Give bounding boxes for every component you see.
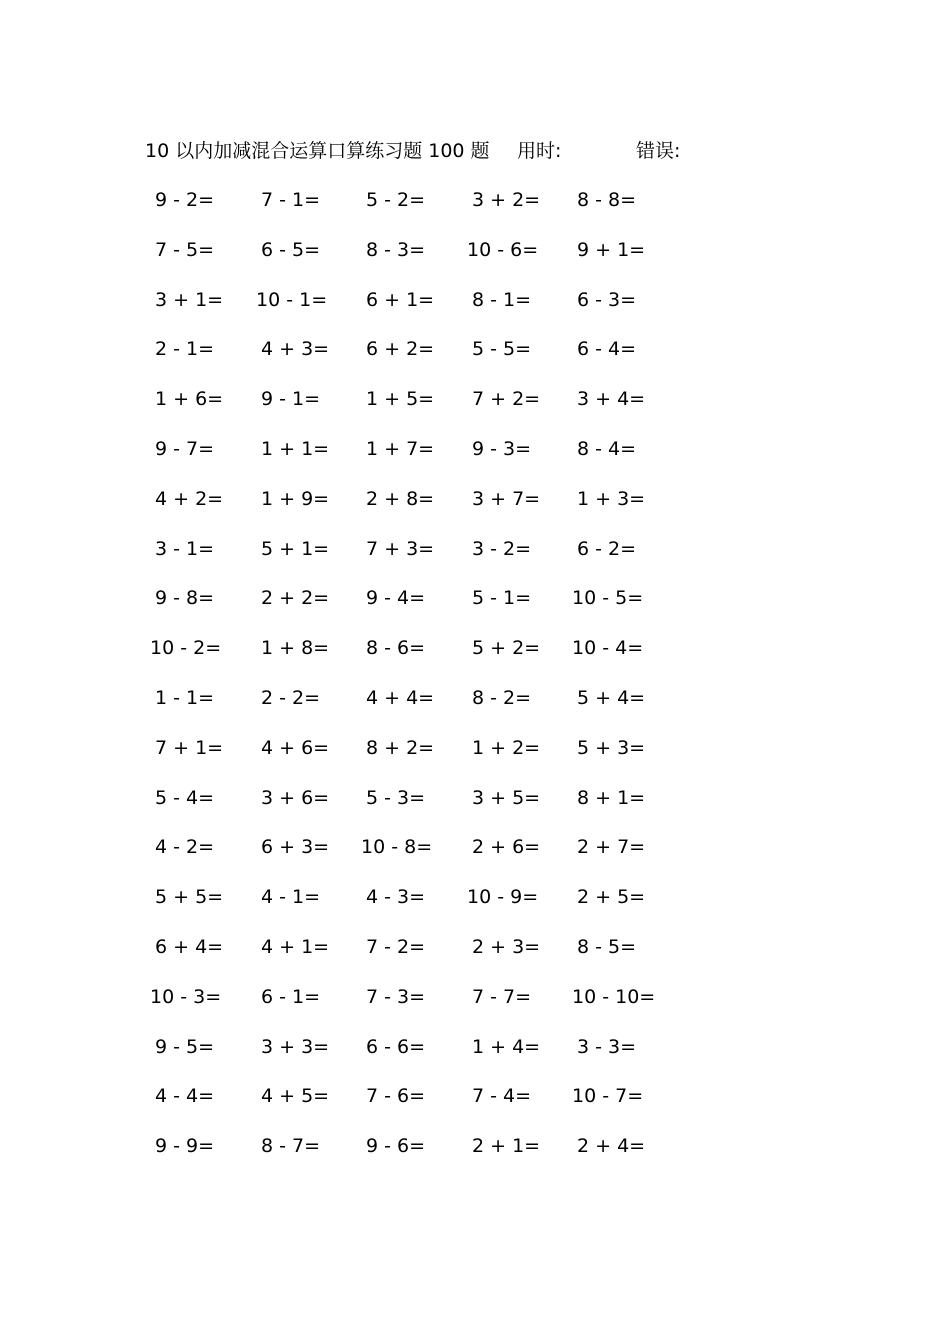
problem-cell: 9 - 4= <box>366 587 426 610</box>
problem-row <box>0 185 950 215</box>
errors-label: 错误: <box>636 140 681 162</box>
problem-cell: 5 - 1= <box>472 587 532 610</box>
problem-cell: 10 - 2= <box>150 637 222 660</box>
problem-row <box>0 334 950 364</box>
problem-cell: 7 - 3= <box>366 985 426 1008</box>
problem-cell: 5 + 3= <box>577 736 646 759</box>
problem-row <box>0 1081 950 1111</box>
problem-cell: 4 - 1= <box>261 886 321 909</box>
problem-cell: 7 - 2= <box>366 936 426 958</box>
problem-cell: 3 + 4= <box>577 388 646 411</box>
problem-cell: 5 - 5= <box>472 338 532 361</box>
problem-cell: 2 + 7= <box>577 836 646 859</box>
problem-cell: 5 + 5= <box>155 886 224 909</box>
problem-row <box>0 932 950 962</box>
problem-cell: 3 + 3= <box>261 1035 330 1058</box>
problem-cell: 6 - 3= <box>577 288 637 311</box>
problem-cell: 3 - 1= <box>155 537 215 560</box>
problem-cell: 3 + 1= <box>155 288 224 311</box>
problem-cell: 8 - 2= <box>472 687 532 709</box>
problem-row <box>0 583 950 613</box>
problem-cell: 4 + 3= <box>261 338 330 361</box>
problem-cell: 8 - 3= <box>366 238 426 261</box>
problem-cell: 3 - 2= <box>472 537 532 560</box>
problem-row <box>0 733 950 763</box>
problem-cell: 6 + 2= <box>366 338 435 361</box>
problem-cell: 7 - 1= <box>261 189 321 211</box>
problem-row <box>0 285 950 315</box>
problem-cell: 7 - 5= <box>155 238 215 261</box>
problem-cell: 3 - 3= <box>577 1035 637 1058</box>
problem-cell: 6 + 4= <box>155 936 224 958</box>
problem-cell: 2 - 2= <box>261 687 321 709</box>
problem-cell: 10 - 8= <box>361 836 433 859</box>
problem-cell: 8 - 1= <box>472 288 532 311</box>
problem-cell: 8 + 2= <box>366 736 435 759</box>
problem-cell: 2 + 8= <box>366 487 435 510</box>
problem-cell: 8 - 8= <box>577 189 637 211</box>
problem-row <box>0 683 950 713</box>
problem-cell: 1 + 2= <box>472 736 541 759</box>
problem-cell: 4 + 2= <box>155 487 224 510</box>
problem-cell: 6 + 1= <box>366 288 435 311</box>
problem-cell: 2 + 5= <box>577 886 646 909</box>
problem-cell: 4 - 4= <box>155 1085 215 1108</box>
problem-cell: 9 - 2= <box>155 189 215 211</box>
problem-cell: 9 - 3= <box>472 438 532 460</box>
problem-cell: 2 - 1= <box>155 338 215 361</box>
problem-row <box>0 384 950 414</box>
problem-cell: 6 - 5= <box>261 238 321 261</box>
problem-cell: 9 - 7= <box>155 438 215 460</box>
problem-cell: 1 + 7= <box>366 438 435 460</box>
problem-cell: 7 + 2= <box>472 388 541 411</box>
problem-cell: 8 + 1= <box>577 786 646 809</box>
problem-cell: 8 - 7= <box>261 1135 321 1158</box>
problem-cell: 6 - 1= <box>261 985 321 1008</box>
problem-cell: 2 + 4= <box>577 1135 646 1158</box>
problem-row <box>0 1032 950 1062</box>
problem-cell: 9 - 9= <box>155 1135 215 1158</box>
problem-cell: 1 + 6= <box>155 388 224 411</box>
problem-cell: 7 - 7= <box>472 985 532 1008</box>
problem-cell: 3 + 2= <box>472 189 541 211</box>
problem-cell: 9 + 1= <box>577 238 646 261</box>
problem-cell: 4 + 1= <box>261 936 330 958</box>
problem-cell: 10 - 7= <box>572 1085 644 1108</box>
problem-row <box>0 434 950 464</box>
problem-cell: 3 + 6= <box>261 786 330 809</box>
problem-row <box>0 235 950 265</box>
problem-cell: 4 + 4= <box>366 687 435 709</box>
problem-cell: 10 - 9= <box>467 886 539 909</box>
problem-cell: 1 + 3= <box>577 487 646 510</box>
problem-cell: 5 - 4= <box>155 786 215 809</box>
problem-cell: 6 + 3= <box>261 836 330 859</box>
problem-cell: 9 - 5= <box>155 1035 215 1058</box>
problem-cell: 7 - 6= <box>366 1085 426 1108</box>
problem-cell: 4 + 6= <box>261 736 330 759</box>
problem-cell: 1 + 1= <box>261 438 330 460</box>
problem-cell: 7 - 4= <box>472 1085 532 1108</box>
problem-cell: 9 - 8= <box>155 587 215 610</box>
problem-cell: 8 - 6= <box>366 637 426 660</box>
problem-cell: 9 - 6= <box>366 1135 426 1158</box>
problem-row <box>0 882 950 912</box>
problem-cell: 4 + 5= <box>261 1085 330 1108</box>
worksheet-title: 10 以内加减混合运算口算练习题 100 题 <box>145 140 490 162</box>
problem-cell: 10 - 3= <box>150 985 222 1008</box>
problem-cell: 6 - 4= <box>577 338 637 361</box>
problem-cell: 6 - 6= <box>366 1035 426 1058</box>
problem-cell: 1 + 4= <box>472 1035 541 1058</box>
problem-cell: 5 + 4= <box>577 687 646 709</box>
time-used-label: 用时: <box>517 140 562 162</box>
problem-cell: 7 + 1= <box>155 736 224 759</box>
problem-cell: 2 + 6= <box>472 836 541 859</box>
problem-cell: 4 - 2= <box>155 836 215 859</box>
problem-row <box>0 982 950 1012</box>
problem-cell: 4 - 3= <box>366 886 426 909</box>
problem-row <box>0 832 950 862</box>
problem-cell: 3 + 7= <box>472 487 541 510</box>
problem-cell: 7 + 3= <box>366 537 435 560</box>
problem-row <box>0 633 950 663</box>
problem-cell: 9 - 1= <box>261 388 321 411</box>
problem-cell: 2 + 2= <box>261 587 330 610</box>
problem-cell: 2 + 1= <box>472 1135 541 1158</box>
problem-cell: 10 - 10= <box>572 985 656 1008</box>
problem-cell: 2 + 3= <box>472 936 541 958</box>
problem-row <box>0 484 950 514</box>
problem-cell: 10 - 1= <box>256 288 328 311</box>
problem-cell: 1 + 5= <box>366 388 435 411</box>
problem-cell: 5 + 1= <box>261 537 330 560</box>
problem-cell: 1 + 8= <box>261 637 330 660</box>
problem-cell: 1 - 1= <box>155 687 215 709</box>
problem-cell: 5 + 2= <box>472 637 541 660</box>
problem-cell: 3 + 5= <box>472 786 541 809</box>
problem-cell: 10 - 6= <box>467 238 539 261</box>
problem-row <box>0 534 950 564</box>
problem-cell: 8 - 5= <box>577 936 637 958</box>
problem-cell: 5 - 3= <box>366 786 426 809</box>
problem-cell: 8 - 4= <box>577 438 637 460</box>
problem-cell: 5 - 2= <box>366 189 426 211</box>
problem-cell: 10 - 5= <box>572 587 644 610</box>
problem-row <box>0 1131 950 1161</box>
problem-cell: 6 - 2= <box>577 537 637 560</box>
problem-row <box>0 783 950 813</box>
problem-cell: 10 - 4= <box>572 637 644 660</box>
problem-cell: 1 + 9= <box>261 487 330 510</box>
